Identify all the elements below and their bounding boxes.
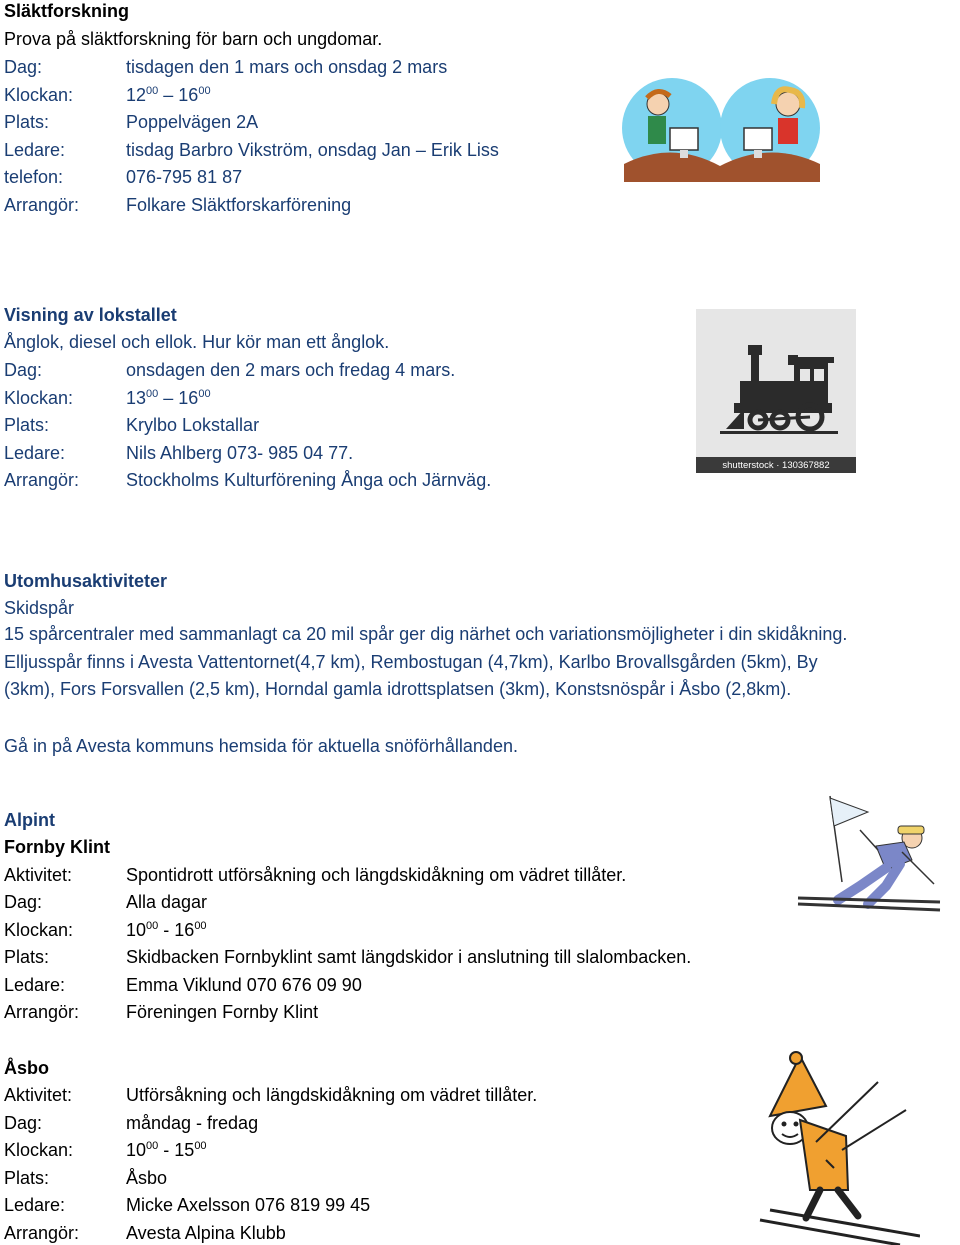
- row-label: Ledare:: [4, 443, 66, 463]
- row-label: Ledare:: [4, 140, 66, 160]
- row-value: [126, 1139, 207, 1161]
- row-value: Poppelvägen 2A: [126, 112, 259, 132]
- time-end-minutes: 00: [194, 1140, 207, 1152]
- row-label: Ledare:: [4, 975, 66, 995]
- asbo-row-organizer: [4, 1222, 286, 1244]
- genealogy-row-place: [4, 111, 258, 133]
- row-label: Klockan:: [4, 388, 74, 408]
- time-separator: –: [158, 388, 179, 408]
- row-label: Dag:: [4, 1113, 43, 1133]
- row-label: Klockan:: [4, 920, 74, 940]
- genealogy-title: Släktforskning: [4, 1, 130, 21]
- row-label: Plats:: [4, 1168, 50, 1188]
- genealogy-row-phone: [4, 166, 242, 188]
- steam-locomotive-icon: [696, 309, 856, 473]
- depot-row-day: [4, 359, 455, 381]
- asbo-row-day: [4, 1112, 258, 1134]
- time-start-minutes: 00: [146, 85, 159, 97]
- row-value: Föreningen Fornby Klint: [126, 1002, 319, 1022]
- alpine-row-place: [4, 946, 691, 968]
- row-label: telefon:: [4, 167, 64, 187]
- row-value: Folkare Släktforskarförening: [126, 195, 352, 215]
- row-value: Skidbacken Fornbyklint samt längdskidor i anslutning till slalombacken.: [126, 947, 692, 967]
- row-value: [126, 84, 211, 106]
- row-value: Spontidrott utförsåkning och längdskidåkning om vädret tillåter.: [126, 865, 627, 885]
- asbo-title: Åsbo: [4, 1058, 49, 1078]
- alpine-subtitle: Fornby Klint: [4, 837, 110, 857]
- alpine-title: Alpint: [4, 810, 55, 830]
- time-end: 16: [174, 920, 195, 940]
- time-end: 16: [178, 388, 199, 408]
- genealogy-row-leader: [4, 139, 499, 161]
- time-end-minutes: 00: [194, 920, 207, 932]
- gnome-skier-icon: [730, 1050, 920, 1245]
- genealogy-subtitle: Prova på släktforskning för barn och ungdomar.: [4, 29, 383, 49]
- time-end: 16: [178, 85, 199, 105]
- row-label: Dag:: [4, 892, 43, 912]
- depot-row-place: [4, 414, 259, 436]
- row-value: tisdagen den 1 mars och onsdag 2 mars: [126, 57, 448, 77]
- row-value: Emma Viklund 070 676 09 90: [126, 975, 362, 995]
- time-start-minutes: 00: [146, 388, 159, 400]
- row-label: Plats:: [4, 415, 50, 435]
- row-label: Plats:: [4, 947, 50, 967]
- asbo-row-leader: [4, 1194, 370, 1216]
- kids-computer-icon: [620, 74, 822, 182]
- outdoor-title: Utomhusaktiviteter: [4, 571, 168, 591]
- time-end-minutes: 00: [198, 388, 211, 400]
- time-separator: –: [158, 85, 179, 105]
- row-value: Utförsåkning och längdskidåkning om vädret tillåter.: [126, 1085, 538, 1105]
- row-label: Arrangör:: [4, 470, 80, 490]
- slalom-skier-icon: [790, 790, 950, 920]
- row-label: Arrangör:: [4, 195, 80, 215]
- depot-subtitle: Ånglok, diesel och ellok. Hur kör man ett ånglok.: [4, 332, 390, 352]
- row-label: Dag:: [4, 57, 43, 77]
- outdoor-subtitle: Skidspår: [4, 598, 75, 618]
- genealogy-row-day: [4, 56, 447, 78]
- alpine-row-activity: [4, 864, 626, 886]
- row-value: Alla dagar: [126, 892, 208, 912]
- genealogy-row-organizer: [4, 194, 351, 216]
- row-value: Krylbo Lokstallar: [126, 415, 260, 435]
- row-value: [126, 919, 207, 941]
- row-label: Aktivitet:: [4, 865, 73, 885]
- row-label: Klockan:: [4, 1140, 74, 1160]
- row-label: Ledare:: [4, 1195, 66, 1215]
- time-start: 12: [126, 85, 147, 105]
- row-label: Klockan:: [4, 85, 74, 105]
- row-value: 076-795 81 87: [126, 167, 243, 187]
- asbo-row-place: [4, 1167, 167, 1189]
- row-value: Avesta Alpina Klubb: [126, 1223, 286, 1243]
- row-label: Dag:: [4, 360, 43, 380]
- depot-row-time: [4, 387, 211, 409]
- row-value: Nils Ahlberg 073- 985 04 77.: [126, 443, 354, 463]
- time-start-minutes: 00: [146, 920, 159, 932]
- alpine-row-leader: [4, 974, 362, 996]
- time-start-minutes: 00: [146, 1140, 159, 1152]
- time-separator: -: [158, 920, 175, 940]
- image-caption: shutterstock · 130367882: [722, 460, 830, 471]
- depot-row-organizer: [4, 469, 491, 491]
- time-start: 10: [126, 920, 147, 940]
- genealogy-row-time: [4, 84, 211, 106]
- time-end-minutes: 00: [198, 85, 211, 97]
- row-label: Plats:: [4, 112, 50, 132]
- time-end: 15: [174, 1140, 195, 1160]
- asbo-row-activity: [4, 1084, 537, 1106]
- row-value: Micke Axelsson 076 819 99 45: [126, 1195, 371, 1215]
- depot-row-leader: [4, 442, 353, 464]
- row-value: [126, 387, 211, 409]
- row-value: tisdag Barbro Vikström, onsdag Jan – Erik Liss: [126, 140, 499, 160]
- row-value: Åsbo: [126, 1168, 168, 1188]
- time-start: 13: [126, 388, 147, 408]
- row-value: Stockholms Kulturförening Ånga och Järnväg.: [126, 470, 492, 490]
- row-label: Aktivitet:: [4, 1085, 73, 1105]
- asbo-row-time: [4, 1139, 207, 1161]
- depot-title: Visning av lokstallet: [4, 305, 177, 325]
- alpine-row-organizer: [4, 1001, 318, 1023]
- row-label: Arrangör:: [4, 1223, 80, 1243]
- time-start: 10: [126, 1140, 147, 1160]
- row-value: måndag - fredag: [126, 1113, 259, 1133]
- row-label: Arrangör:: [4, 1002, 80, 1022]
- time-separator: -: [158, 1140, 175, 1160]
- alpine-row-day: [4, 891, 207, 913]
- row-value: onsdagen den 2 mars och fredag 4 mars.: [126, 360, 456, 380]
- outdoor-note: Gå in på Avesta kommuns hemsida för aktuella snöförhållanden.: [4, 736, 518, 756]
- outdoor-paragraph: 15 spårcentraler med sammanlagt ca 20 mil spår ger dig närhet och variationsmöjligheter i din skidåkning. Elljusspår finns i Avesta Vattentornet(4,7 km), Rembostugan (4,7km), Karlbo Brovallsgården (5km), By (3km), Fors Forsvallen (2,5 km), Horndal gamla idrottsplatsen (3km), Konstsnöspår i Åsbo (2,8km).: [4, 624, 848, 699]
- alpine-row-time: [4, 919, 207, 941]
